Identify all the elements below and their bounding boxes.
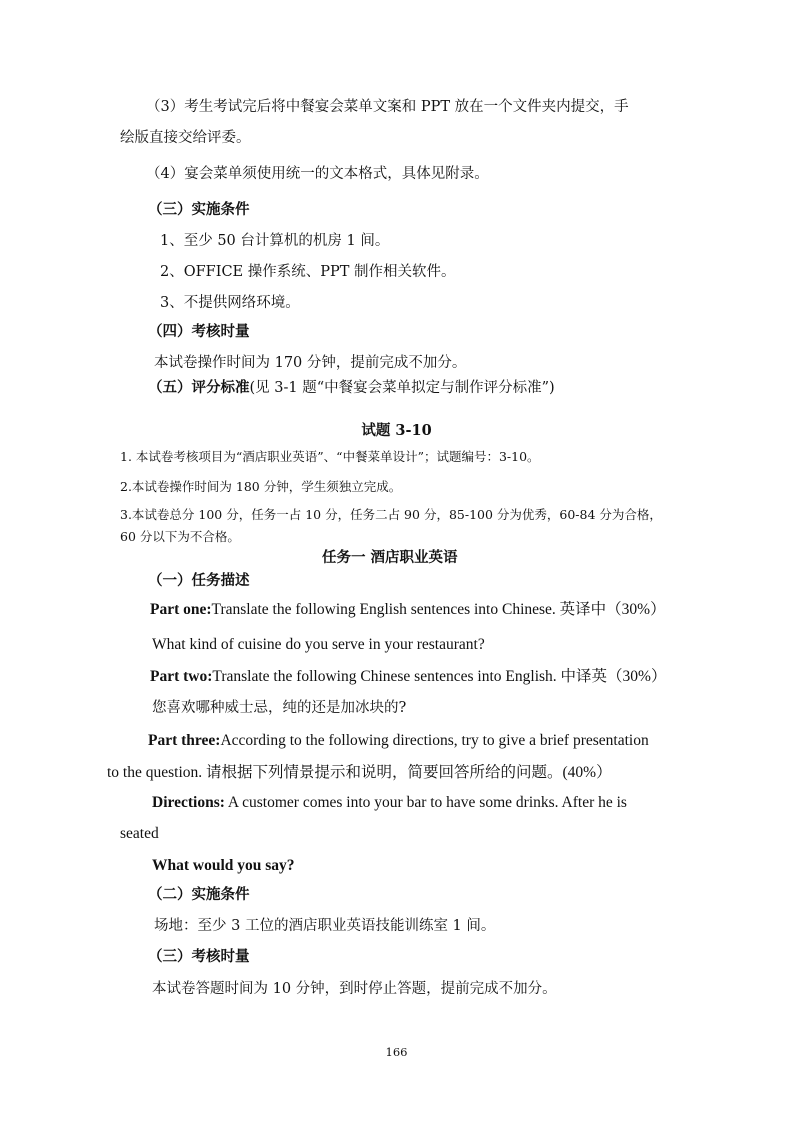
directions-line [152,792,627,814]
directions-label: Directions: [152,794,225,811]
part-label: Part three: [148,732,221,749]
part-instruction: Translate the following English sentences into Chinese. 英译中（30%） [211,601,666,618]
section-heading-line [148,377,555,399]
page-number: 166 [385,1045,408,1059]
section-heading-note: (见 3-1 题“中餐宴会菜单拟定与制作评分标准”) [249,380,555,396]
note-line: 2.本试卷操作时间为 180 分钟，学生须独立完成。 [120,479,402,494]
paragraph-line: 本试卷操作时间为 170 分钟，提前完成不加分。 [154,355,467,371]
part-label: Part two: [150,668,213,685]
section-heading: （二）实施条件 [148,886,250,903]
section-heading: （三）考核时量 [148,948,250,965]
part-line [148,730,649,752]
exam-title: 试题 3-10 [361,422,432,439]
paragraph-line: 场地：至少 3 工位的酒店职业英语技能训练室 1 间。 [154,918,496,934]
task-title: 任务一 酒店职业英语 [322,549,458,566]
part-line-continued: to the question. 请根据下列情景提示和说明，简要回答所给的问题。(40%） [107,764,612,781]
part-instruction: According to the following directions, try to give a brief presentation [220,732,649,749]
part-line [150,599,666,621]
question-text: What would you say? [152,857,295,874]
part-label: Part one: [150,601,212,618]
list-item: 1、至少 50 台计算机的机房 1 间。 [160,233,390,249]
note-line: 1. 本试卷考核项目为“酒店职业英语”、“中餐菜单设计”；试题编号：3-10。 [120,449,540,464]
section-heading: （三）实施条件 [148,201,250,218]
paragraph-line: 绘版直接交给评委。 [120,130,251,146]
paragraph-line: （4）宴会菜单须使用统一的文本格式，具体见附录。 [146,166,489,182]
part-instruction: Translate the following Chinese sentences into English. 中译英（30%） [212,668,667,685]
paragraph-line: （3）考生考试完后将中餐宴会菜单文案和 PPT 放在一个文件夹内提交，手 [146,99,629,115]
section-heading: （五）评分标准 [148,379,250,396]
section-heading: （一）任务描述 [148,572,250,589]
section-heading: （四）考核时量 [148,323,250,340]
question-text: What kind of cuisine do you serve in your restaurant? [152,636,485,653]
paragraph-line: 本试卷答题时间为 10 分钟，到时停止答题，提前完成不加分。 [152,981,557,997]
directions-text: A customer comes into your bar to have some drinks. After he is [224,794,627,811]
note-line: 60 分以下为不合格。 [120,529,240,544]
question-text: 您喜欢哪种威士忌，纯的还是加冰块的? [152,700,407,716]
list-item: 3、不提供网络环境。 [160,295,300,311]
part-line [150,666,666,688]
directions-line-continued: seated [120,825,159,842]
list-item: 2、OFFICE 操作系统、PPT 制作相关软件。 [160,264,456,280]
note-line: 3.本试卷总分 100 分，任务一占 10 分，任务二占 90 分，85-100 分为优秀，60-84 分为合格， [120,507,662,522]
